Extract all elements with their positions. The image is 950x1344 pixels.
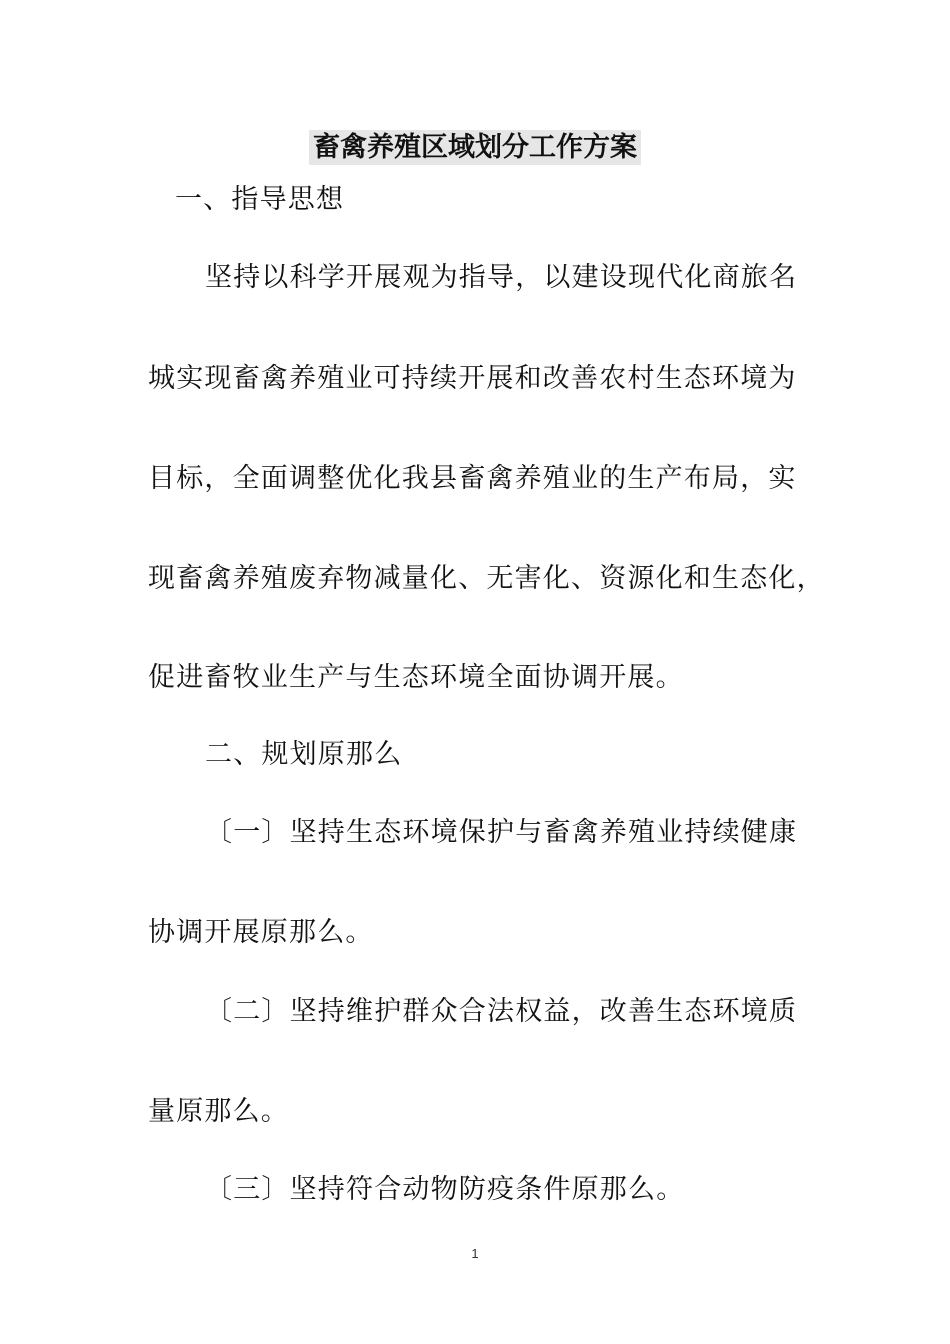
list-item-line: 量原那么。: [148, 1096, 289, 1127]
paragraph-line: 城实现畜禽养殖业可持续开展和改善农村生态环境为: [148, 363, 797, 394]
list-item-line: 〔一〕坚持生态环境保护与畜禽养殖业持续健康: [205, 817, 798, 848]
paragraph-line: 现畜禽养殖废弃物减量化、无害化、资源化和生态化，: [148, 563, 825, 594]
page-number: 1: [471, 1246, 479, 1261]
section-heading-planning-principles: 二、规划原那么: [205, 739, 403, 770]
section-heading-guiding-ideology: 一、指导思想: [175, 184, 345, 215]
document-title-text: 畜禽养殖区域划分工作方案: [309, 130, 641, 165]
paragraph-line: 目标，全面调整优化我县畜禽养殖业的生产布局，实: [148, 463, 797, 494]
list-item-line: 〔三〕坚持符合动物防疫条件原那么。: [205, 1174, 685, 1205]
paragraph-line: 坚持以科学开展观为指导，以建设现代化商旅名: [205, 262, 798, 293]
paragraph-line: 促进畜牧业生产与生态环境全面协调开展。: [148, 662, 684, 693]
document-title: [0, 128, 950, 168]
list-item-line: 协调开展原那么。: [148, 917, 374, 948]
list-item-line: 〔二〕坚持维护群众合法权益，改善生态环境质: [205, 996, 798, 1027]
